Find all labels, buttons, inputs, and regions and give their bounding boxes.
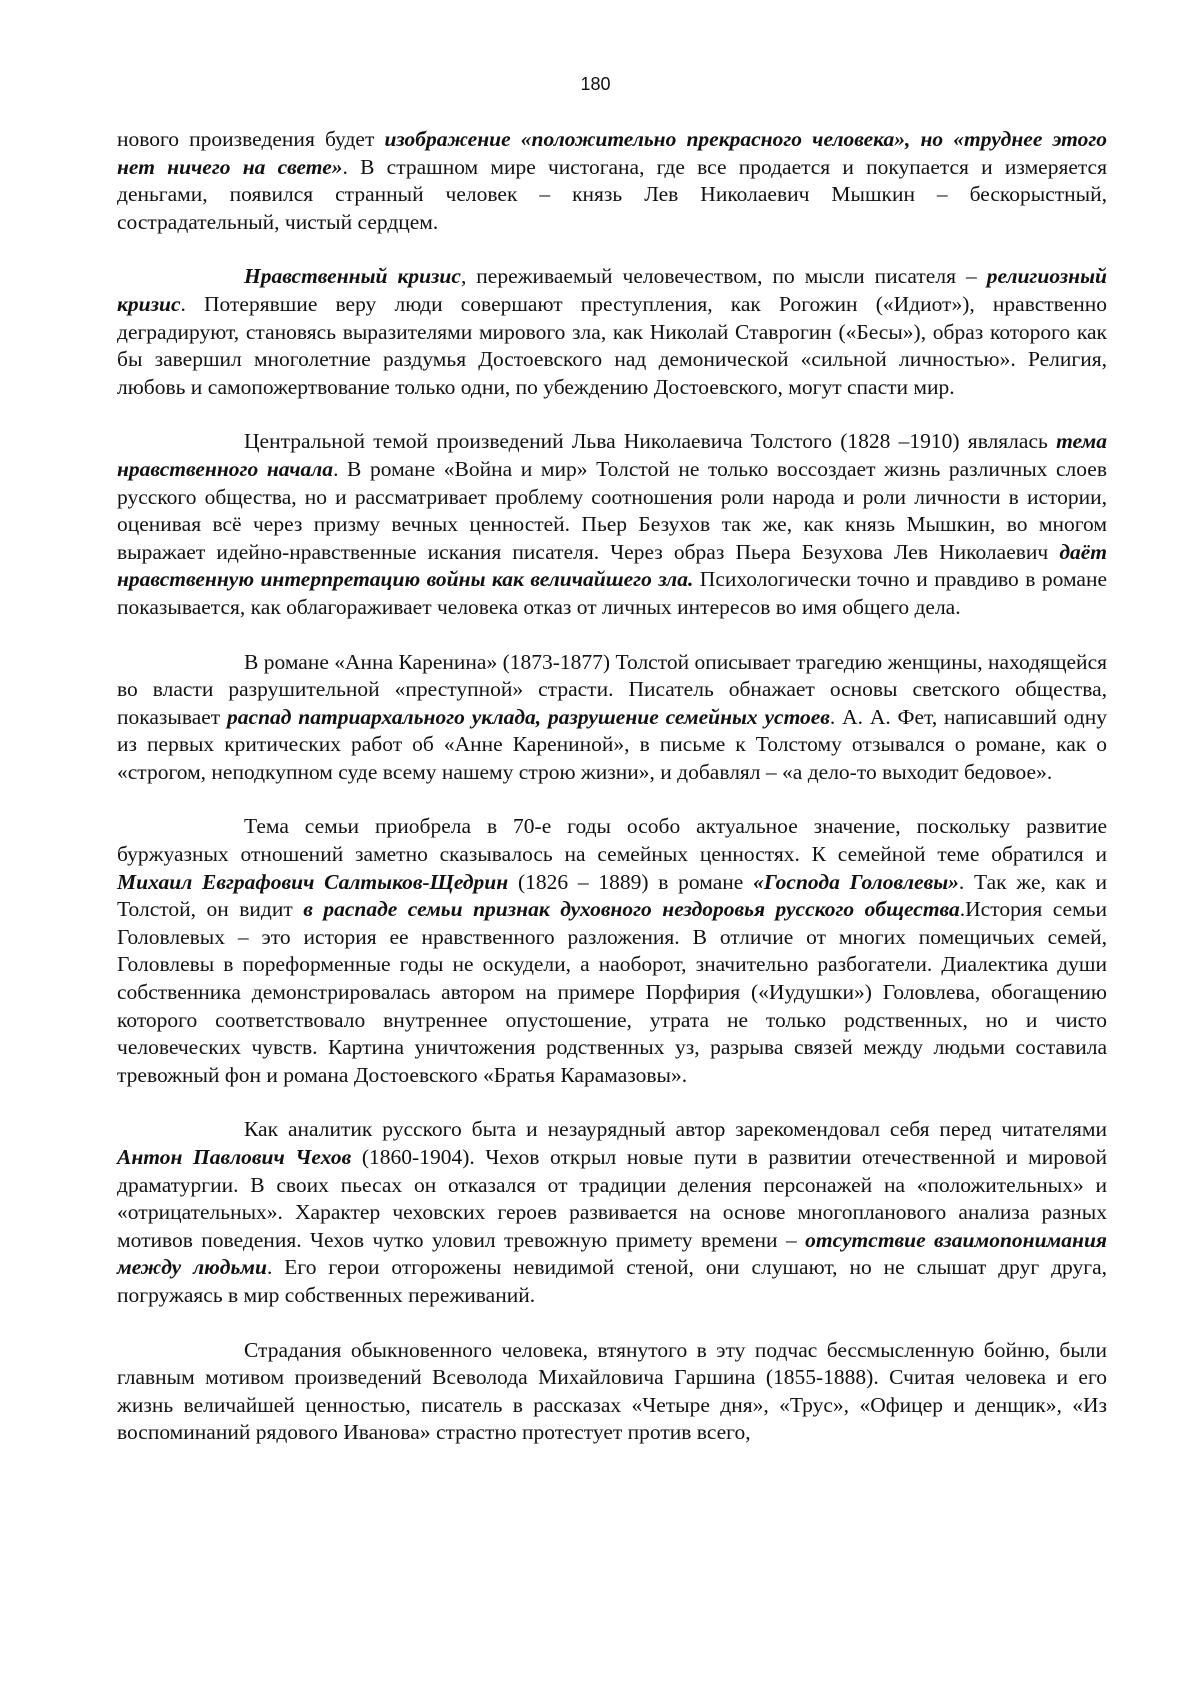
page-number: 180 <box>580 74 611 94</box>
text-run: . В страшном мире чистогана, где все продается и покупается и измеряется деньгами, появился странный человек – князь Лев Николаевич Мышкин – бескорыстный, сострадательный, чистый сердцем. <box>117 154 1107 234</box>
text-run: Страдания обыкновенного человека, втянутого в эту подчас бессмысленную бойню, были главным мотивом произведений Всеволода Михайловича Гаршина (1855-1888). Считая человека и его жизнь величайшей ценностью, писатель в рассказах «Четыре дня», «Трус», «Офицер и денщик», «Из воспоминаний рядового Иванова» страстно протестует против всего, <box>117 1337 1107 1445</box>
text-run: . Его герои отгорожены невидимой стеной, они слушают, но не слышат друг друга, погружаясь в мир собственных переживаний. <box>117 1255 1107 1307</box>
emphasis-text: «Господа Головлевы» <box>753 869 959 894</box>
text-run: нового произведения будет <box>117 127 385 151</box>
text-run: Как аналитик русского быта и незаурядный автор зарекомендовал себя перед читателями <box>244 1117 1107 1142</box>
emphasis-text: Антон Павлович Чехов <box>117 1145 352 1169</box>
paragraph <box>117 649 1107 787</box>
text-run: . В романе «Война и мир» Толстой не только воссоздает жизнь различных слоев русского общества, но и рассматривает проблему соотношения роли народа и роли личности в истории, оценивая всё через призму вечных ценностей. Пьер Безухов так же, как князь Мышкин, во многом выражает идейно-нравственные искания писателя. Через образ Пьера Безухова Лев Николаевич <box>117 456 1107 564</box>
emphasis-text: изображение «положительно прекрасного человека», но «труднее этого нет ничего на свете» <box>117 127 1108 179</box>
paragraph <box>117 813 1107 1089</box>
text-run: Психологически точно и правдиво в романе показывается, как облагораживает человека отказ от личных интересов во имя общего дела. <box>117 567 1108 619</box>
emphasis-text: даёт нравственную интерпретацию войны как величайшего зла. <box>117 539 1107 592</box>
text-run: Центральной темой произведений Льва Николаевича Толстого (1828 –1910) являлась <box>244 429 1057 454</box>
text-run: , переживаемый человечеством, по мысли писателя – <box>460 264 987 289</box>
paragraph <box>117 263 1107 401</box>
paragraph <box>117 1337 1107 1447</box>
emphasis-text: религиозный кризис <box>117 264 1107 316</box>
emphasis-text: распад патриархального уклада, разрушение семейных устоев <box>227 704 830 729</box>
text-run: (1826 – 1889) в романе <box>508 869 754 894</box>
body-text <box>117 126 1107 1474</box>
text-run: . А. А. Фет, написавший одну из первых критических работ об «Анне Карениной», в письме к Толстому отзывался о романе, как о «строгом, неподкупном суде всему нашему строю жизни», и добавлял – «а дело-то выходит бедовое». <box>117 704 1108 784</box>
paragraph <box>117 428 1107 621</box>
emphasis-text: тема нравственного начала <box>117 429 1107 481</box>
text-run: Тема семьи приобрела в 70-е годы особо актуальное значение, поскольку развитие буржуазных отношений заметно сказывалось на семейных ценностях. К семейной теме обратился и <box>117 814 1107 867</box>
paragraph <box>117 126 1107 236</box>
text-run: В романе «Анна Каренина» (1873-1877) Толстой описывает трагедию женщины, находящейся во власти разрушительной «преступной» страсти. Писатель обнажает основы светского общества, показывает <box>117 649 1107 729</box>
emphasis-text: Нравственный кризис <box>244 264 461 289</box>
emphasis-text: Михаил Евграфович Салтыков-Щедрин <box>117 869 509 894</box>
text-run: . Так же, как и Толстой, он видит <box>117 869 1107 922</box>
text-run: (1860-1904). Чехов открыл новые пути в развитии отечественной и мировой драматургии. В своих пьесах он отказался от традиции деления персонажей на «положительных» и «отрицательных». Характер чеховских героев развивается на основе многопланового анализа разных мотивов поведения. Чехов чутко уловил тревожную примету времени – <box>117 1145 1108 1252</box>
emphasis-text: в распаде семьи признак духовного нездоровья русского общества <box>303 897 960 922</box>
text-run: . Потерявшие веру люди совершают преступления, как Рогожин («Идиот»), нравственно деградируют, становясь выразителями мирового зла, как Николай Ставрогин («Бесы»), образ которого как бы завершил многолетние раздумья Достоевского над демонической «сильной личностью». Религия, любовь и самопожертвование только одни, по убеждению Достоевского, могут спасти мир. <box>117 291 1107 399</box>
paragraph <box>117 1116 1107 1309</box>
emphasis-text: отсутствие взаимопонимания между людьми <box>117 1227 1108 1280</box>
text-run: .История семьи Головлевых – это история ее нравственного разложения. В отличие от многих помещичьих семей, Головлевы в пореформенные годы не оскудели, а наоборот, значительно разбогатели. Диалектика души собственника демонстрировалась автором на примере Порфирия («Иудушки») Головлева, обогащению которого соответствовало внутреннее опустошение, утрата не только родственных, но и чисто человеческих чувств. Картина уничтожения родственных уз, разрыва связей между людьми составила тревожный фон и романа Достоевского «Братья Карамазовы». <box>117 897 1107 1087</box>
